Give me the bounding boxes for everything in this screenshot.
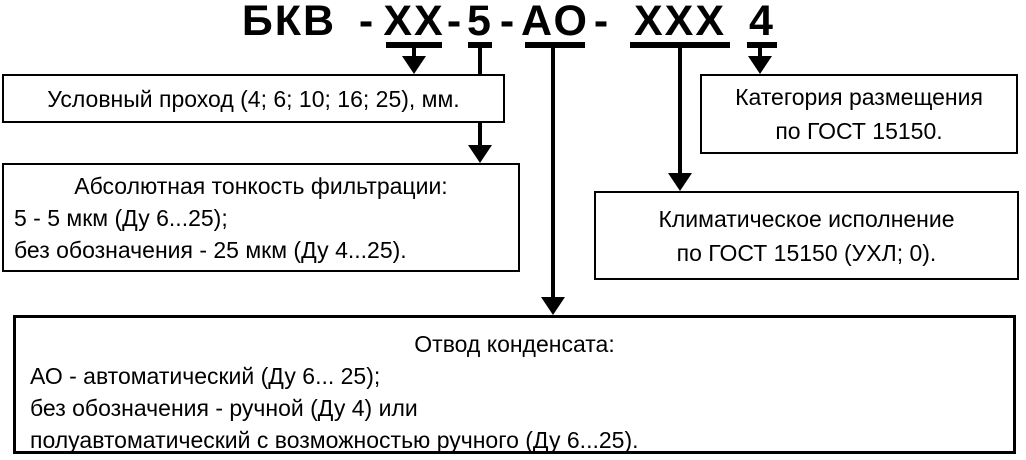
condensate-drain-box (13, 315, 1016, 454)
code-separator: - (358, 0, 376, 45)
connector-ao-line (551, 48, 555, 297)
code-separator: - (593, 0, 611, 45)
nominal-bore-box (2, 74, 505, 123)
filtration-option-default: без обозначения - 25 мкм (Ду 4...25). (14, 236, 407, 263)
condensate-option-default-2: полуавтоматический с возможностью ручного (Ду 6...25). (30, 427, 639, 453)
code-separator: - (499, 0, 517, 45)
arrow-4-to-placement (748, 56, 772, 74)
arrow-xx-to-nominal-bore (402, 56, 426, 74)
code-segment-5: 5 (468, 0, 492, 48)
filtration-heading: Абсолютная тонкость фильтрации: (74, 172, 448, 199)
placement-category-box (700, 74, 1018, 154)
filtration-fineness-box (2, 163, 520, 272)
code-segment-xxx: XXX (630, 0, 730, 48)
condensate-option-ao: АО - автоматический (Ду 6... 25); (30, 363, 381, 389)
condensate-heading: Отвод конденсата: (414, 331, 615, 357)
climatic-version-line-2: по ГОСТ 15150 (УХЛ; 0). (676, 239, 937, 266)
connector-5-line-lower (478, 123, 482, 147)
code-segment-bkv: БКВ (241, 0, 337, 45)
filtration-option-5: 5 - 5 мкм (Ду 6...25); (14, 204, 228, 231)
code-separator: - (446, 0, 464, 45)
arrow-ao-to-condensate (541, 297, 565, 315)
climatic-version-box (594, 191, 1019, 280)
arrow-xxx-to-climatic (668, 173, 692, 191)
code-segment-ao: АО (525, 0, 585, 48)
placement-category-line-1: Категория размещения (735, 84, 983, 110)
connector-xxx-line (678, 48, 682, 173)
nominal-bore-text: Условный проход (4; 6; 10; 16; 25), мм. (47, 85, 460, 112)
condensate-option-default-1: без обозначения - ручной (Ду 4) или (30, 395, 418, 421)
code-segment-xx: XX (386, 0, 442, 48)
arrow-5-to-filtration (468, 145, 492, 163)
climatic-version-line-1: Климатическое исполнение (658, 205, 955, 232)
connector-5-line-upper (478, 48, 482, 74)
placement-category-line-2: по ГОСТ 15150. (775, 118, 943, 144)
code-segment-4: 4 (747, 0, 777, 48)
